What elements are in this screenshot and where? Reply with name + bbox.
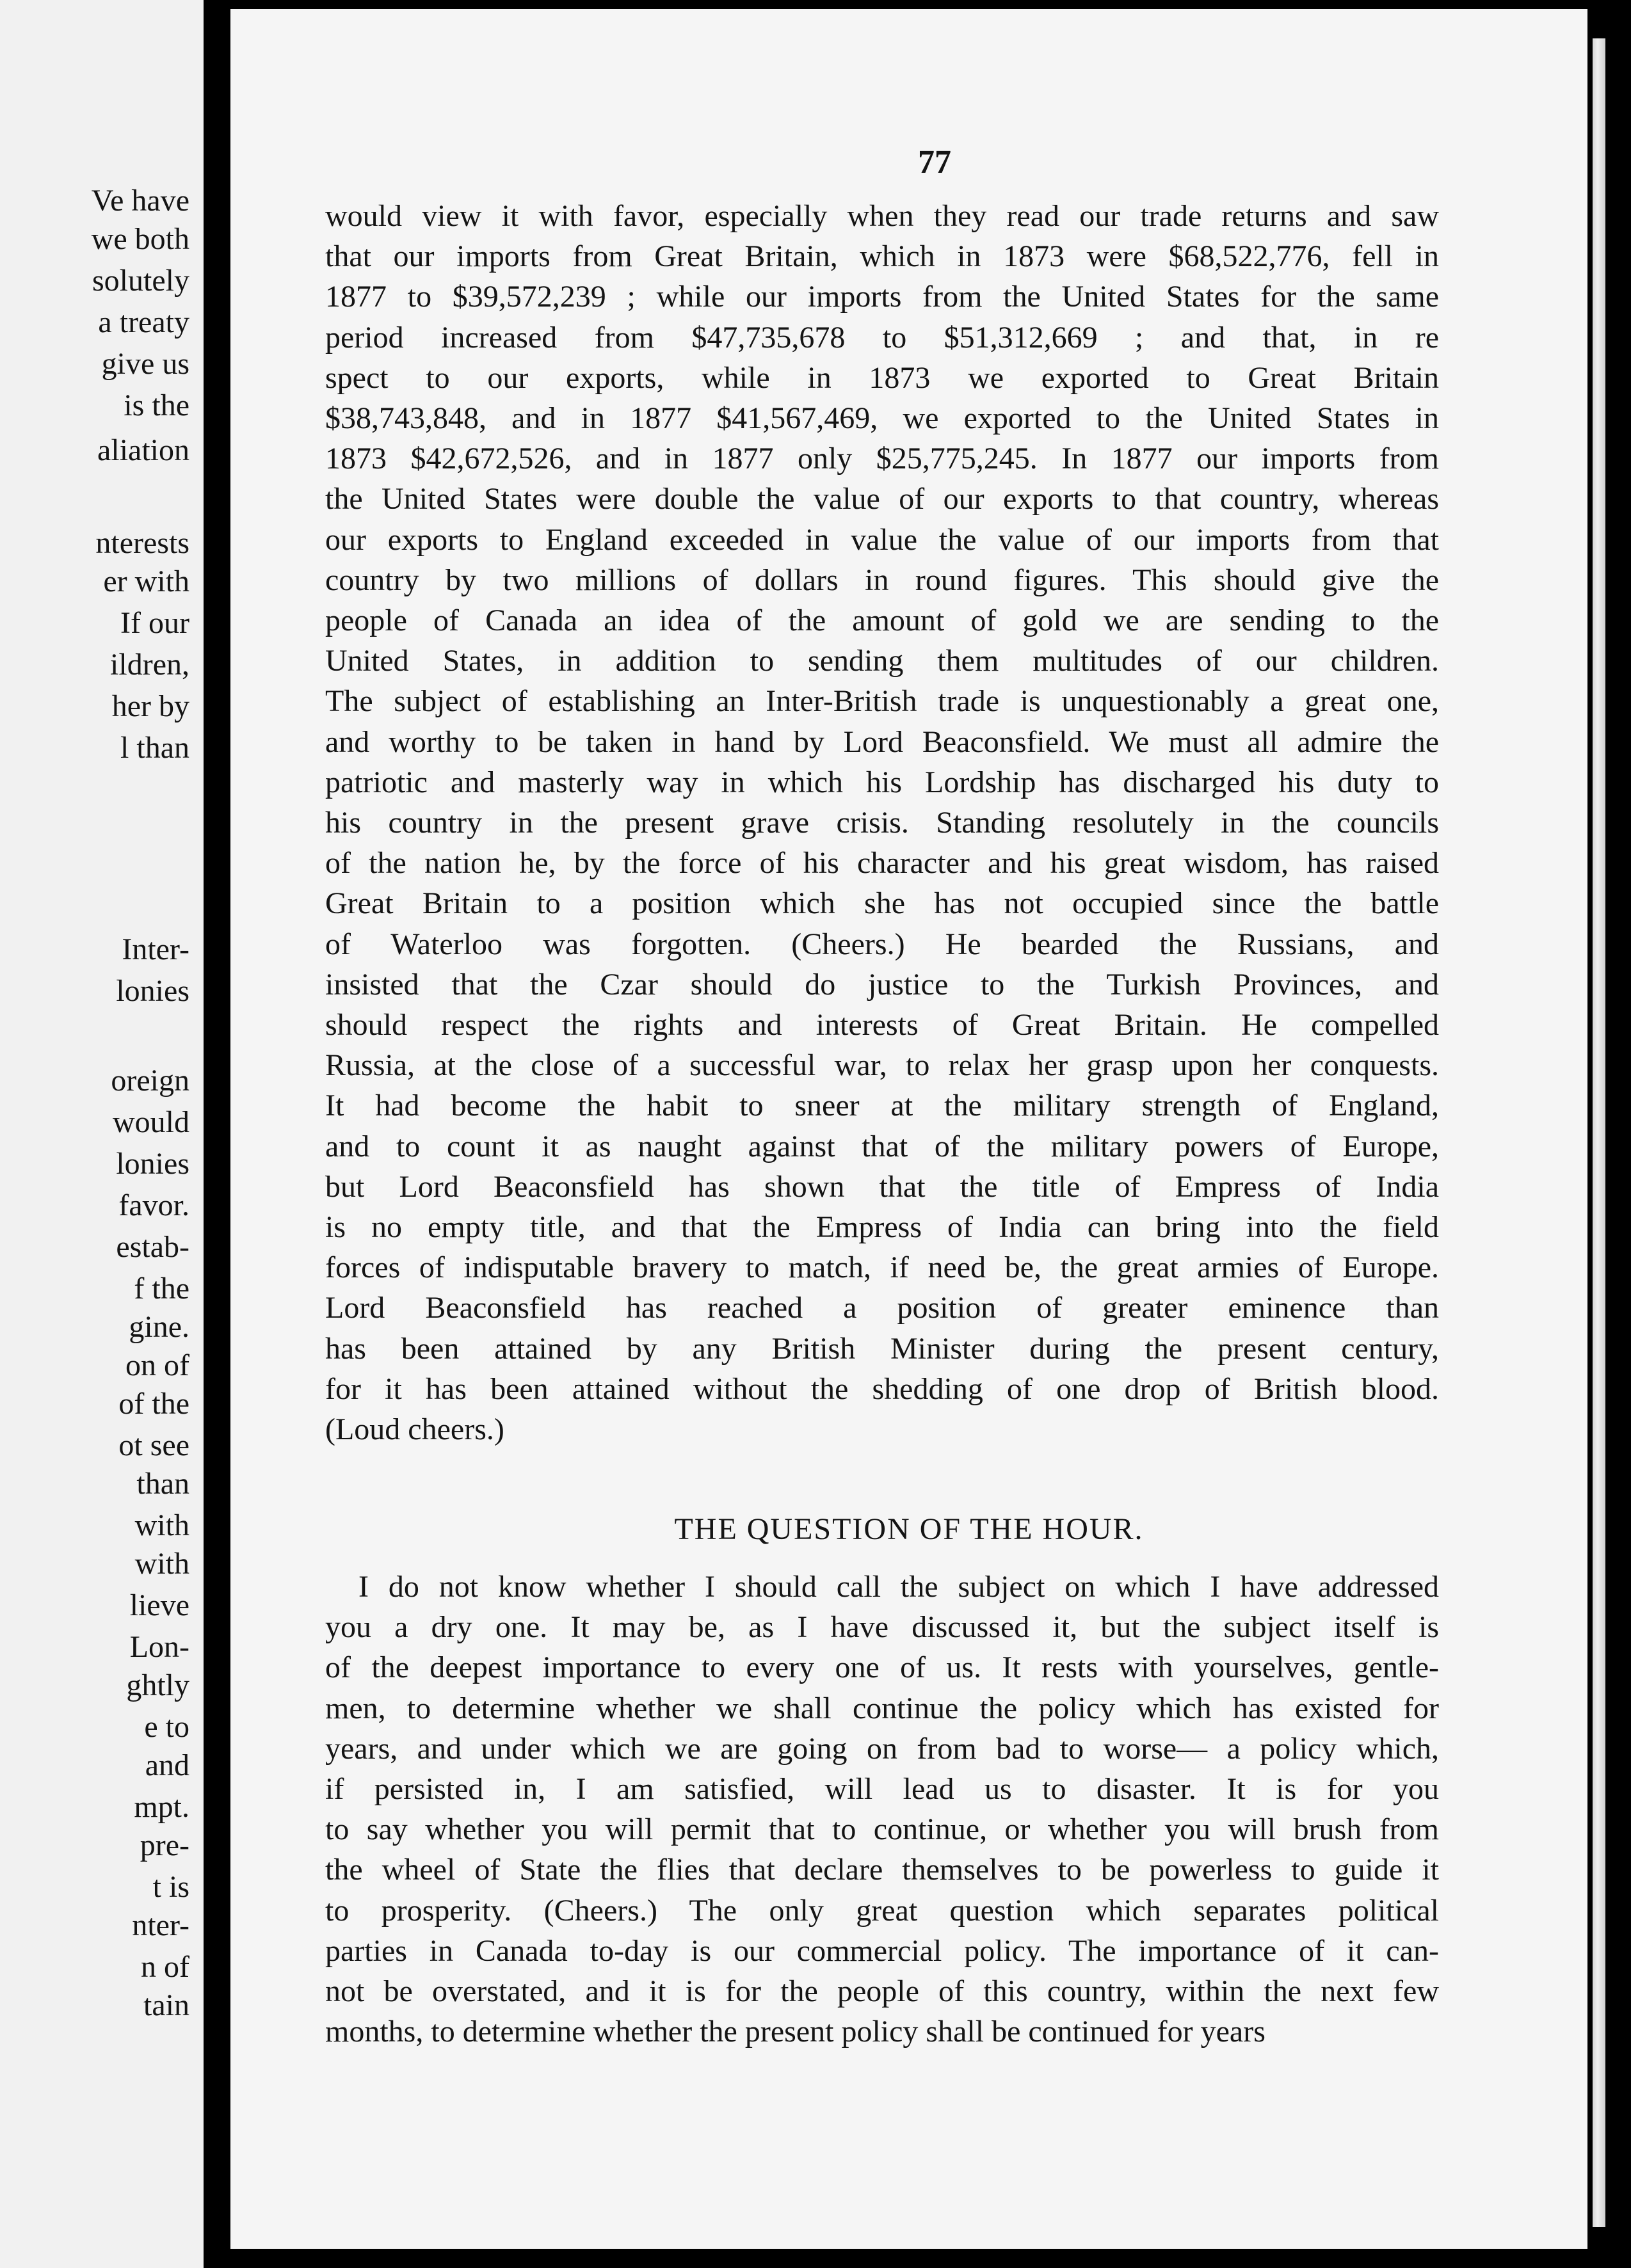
left-page-fragment: t is — [152, 1870, 189, 1904]
text-line: The subject of establishing an Inter-British trade is unquestionably a great one, — [325, 684, 1439, 718]
left-page-fragment: mpt. — [134, 1790, 189, 1824]
text-line: spect to our exports, while in 1873 we exported to Great Britain — [325, 361, 1439, 395]
text-line: of Waterloo was forgotten. (Cheers.) He bearded the Russians, and — [325, 927, 1439, 961]
text-line: years, and under which we are going on from bad to worse— a policy which, — [325, 1732, 1439, 1766]
text-line: has been attained by any British Minister during the present century, — [325, 1332, 1439, 1366]
text-line: for it has been attained without the shedding of one drop of British blood. — [325, 1372, 1439, 1406]
text-line: $38,743,848, and in 1877 $41,567,469, we exported to the United States in — [325, 401, 1439, 435]
text-line: insisted that the Czar should do justice to the Turkish Provinces, and — [325, 968, 1439, 1002]
text-line: and worthy to be taken in hand by Lord Beaconsfield. We must all admire the — [325, 725, 1439, 759]
text-line: would view it with favor, especially when they read our trade returns and saw — [325, 199, 1439, 233]
text-line: Lord Beaconsfield has reached a position of greater eminence than — [325, 1291, 1439, 1325]
left-page-fragment: favor. — [118, 1188, 189, 1222]
left-page-fragment: f the — [134, 1272, 189, 1306]
left-page-fragment: gine. — [129, 1310, 189, 1344]
text-line: the United States were double the value of our exports to that country, whereas — [325, 482, 1439, 516]
text-line: I do not know whether I should call the subject on which I have addressed — [358, 1570, 1439, 1604]
left-page-fragment: Inter- — [122, 932, 189, 966]
text-line: not be overstated, and it is for the people of this country, within the next few — [325, 1974, 1439, 2008]
text-line: 1877 to $39,572,239 ; while our imports from the United States for the same — [325, 280, 1439, 314]
left-page-fragment: is the — [124, 388, 189, 422]
left-page-fragment: ot see — [118, 1428, 189, 1462]
left-page-fragment: nterests — [95, 526, 189, 560]
text-line: Great Britain to a position which she has not occupied since the battle — [325, 886, 1439, 920]
left-page-fragment: ildren, — [110, 648, 189, 682]
text-line: to say whether you will permit that to continue, or whether you will brush from — [325, 1812, 1439, 1846]
left-page-fragment: we both — [91, 222, 189, 256]
left-page-fragment: would — [113, 1105, 189, 1139]
left-page-fragment: l than — [120, 731, 189, 765]
left-page-fragment: than — [136, 1467, 189, 1501]
left-page-fragment: e to — [144, 1710, 189, 1744]
text-line: United States, in addition to sending them multitudes of our children. — [325, 644, 1439, 678]
text-line: parties in Canada to-day is our commercial policy. The importance of it can- — [325, 1934, 1439, 1968]
text-line: people of Canada an idea of the amount of gold we are sending to the — [325, 603, 1439, 637]
left-page-fragment: give us — [101, 347, 189, 381]
text-line: period increased from $47,735,678 to $51,312,669 ; and that, in re — [325, 321, 1439, 355]
main-page — [230, 9, 1587, 2249]
left-page-fragment: nter- — [132, 1908, 189, 1942]
section-heading: THE QUESTION OF THE HOUR. — [674, 1512, 1144, 1546]
text-line: you a dry one. It may be, as I have discussed it, but the subject itself is — [325, 1610, 1439, 1644]
text-line: should respect the rights and interests of Great Britain. He compelled — [325, 1008, 1439, 1042]
left-page-fragment: estab- — [116, 1230, 189, 1264]
left-page-fragment: lieve — [129, 1588, 189, 1622]
page-gutter — [204, 0, 230, 2268]
text-line: (Loud cheers.) — [325, 1412, 504, 1446]
left-page-fragment: and — [145, 1748, 189, 1782]
left-page-fragment: lonies — [116, 974, 189, 1008]
text-line: men, to determine whether we shall continue the policy which has existed for — [325, 1691, 1439, 1725]
text-line: if persisted in, I am satisfied, will lead us to disaster. It is for you — [325, 1772, 1439, 1806]
left-page-fragment: Lon- — [129, 1630, 189, 1664]
text-line: country by two millions of dollars in round figures. This should give the — [325, 563, 1439, 597]
text-line: his country in the present grave crisis. Standing resolutely in the councils — [325, 806, 1439, 840]
text-line: It had become the habit to sneer at the military strength of England, — [325, 1089, 1439, 1122]
text-line: is no empty title, and that the Empress of India can bring into the field — [325, 1210, 1439, 1244]
page-number: 77 — [918, 144, 951, 180]
left-page-fragment: If our — [120, 606, 189, 640]
text-line: Russia, at the close of a successful war, to relax her grasp upon her conquests. — [325, 1048, 1439, 1082]
text-line: to prosperity. (Cheers.) The only great question which separates political — [325, 1894, 1439, 1928]
left-page-fragment: oreign — [111, 1064, 189, 1098]
left-page-fragment: with — [134, 1547, 189, 1581]
left-page-fragment: her by — [111, 689, 189, 723]
left-page-fragment: lonies — [116, 1147, 189, 1181]
left-page-fragment: a treaty — [98, 305, 189, 339]
left-page-fragment: pre- — [140, 1828, 189, 1862]
left-page-fragment: er with — [103, 564, 189, 598]
left-page-fragment: ghtly — [126, 1668, 189, 1702]
text-line: patriotic and masterly way in which his Lordship has discharged his duty to — [325, 765, 1439, 799]
text-line: months, to determine whether the present policy shall be continued for years — [325, 2015, 1265, 2048]
text-line: our exports to England exceeded in value the value of our imports from that — [325, 523, 1439, 557]
left-page-fragment: n of — [141, 1950, 189, 1984]
left-page-fragment: of the — [118, 1387, 189, 1421]
text-line: 1873 $42,672,526, and in 1877 only $25,775,245. In 1877 our imports from — [325, 442, 1439, 475]
text-line: of the deepest importance to every one of us. It rests with yourselves, gentle- — [325, 1650, 1439, 1684]
text-line: that our imports from Great Britain, which in 1873 were $68,522,776, fell in — [325, 239, 1439, 273]
text-line: forces of indisputable bravery to match, if need be, the great armies of Europe. — [325, 1250, 1439, 1284]
left-page-fragment: solutely — [92, 264, 189, 298]
left-page-fragment: with — [134, 1508, 189, 1542]
text-line: the wheel of State the flies that declare themselves to be powerless to guide it — [325, 1853, 1439, 1887]
text-line: but Lord Beaconsfield has shown that the title of Empress of India — [325, 1170, 1439, 1204]
text-line: of the nation he, by the force of his character and his great wisdom, has raised — [325, 846, 1439, 880]
page-edge — [1593, 38, 1605, 2227]
left-page-fragment: on of — [125, 1348, 189, 1382]
left-page-fragment: aliation — [97, 433, 189, 467]
left-page-fragment: Ve have — [91, 184, 189, 218]
text-line: and to count it as naught against that of the military powers of Europe, — [325, 1130, 1439, 1163]
left-page — [0, 0, 204, 2268]
left-page-fragment: tain — [143, 1988, 189, 2022]
